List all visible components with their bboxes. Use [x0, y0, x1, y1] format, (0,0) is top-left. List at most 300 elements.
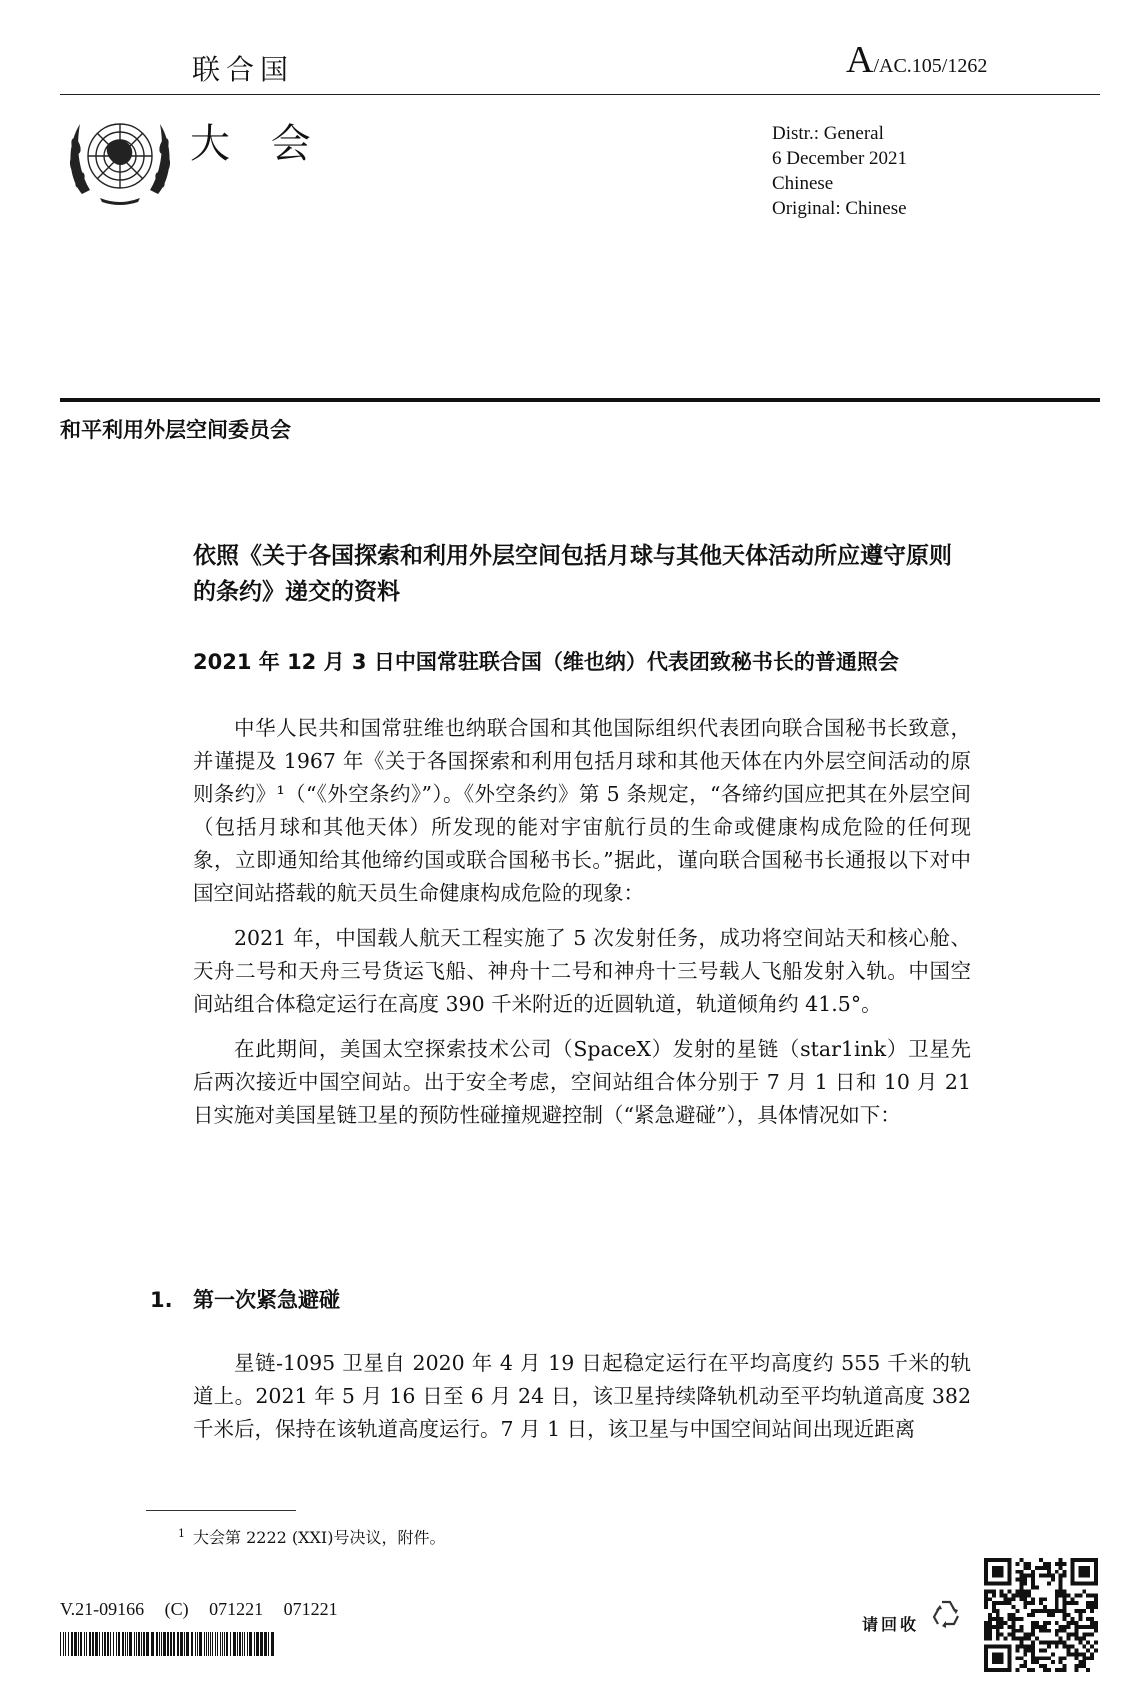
- qr-module: [984, 1597, 988, 1601]
- qr-module: [1078, 1637, 1082, 1641]
- qr-module: [1043, 1597, 1047, 1601]
- qr-module: [1090, 1656, 1094, 1660]
- qr-module: [1090, 1621, 1094, 1625]
- qr-module: [1067, 1648, 1071, 1652]
- qr-module: [996, 1660, 1000, 1664]
- qr-module: [1000, 1656, 1004, 1660]
- qr-module: [996, 1558, 1000, 1562]
- section-number: 1.: [150, 1288, 173, 1312]
- qr-module: [1012, 1597, 1016, 1601]
- barcode-bar: [208, 1632, 209, 1656]
- qr-module: [1063, 1593, 1067, 1597]
- barcode-bar: [116, 1632, 117, 1656]
- qr-module: [984, 1570, 988, 1574]
- qr-module: [988, 1637, 992, 1641]
- qr-module: [992, 1660, 996, 1664]
- barcode-bar: [129, 1632, 132, 1656]
- qr-module: [996, 1582, 1000, 1586]
- qr-module: [1023, 1582, 1027, 1586]
- qr-module: [1078, 1625, 1082, 1629]
- qr-module: [1070, 1558, 1074, 1562]
- qr-module: [1094, 1605, 1098, 1609]
- qr-module: [1015, 1593, 1019, 1597]
- barcode-bar: [230, 1632, 231, 1656]
- qr-module: [1090, 1617, 1094, 1621]
- qr-module: [1047, 1613, 1051, 1617]
- qr-module: [1012, 1633, 1016, 1637]
- qr-module: [1015, 1570, 1019, 1574]
- qr-module: [1059, 1656, 1063, 1660]
- qr-module: [1070, 1578, 1074, 1582]
- qr-module: [1015, 1644, 1019, 1648]
- qr-module: [1023, 1593, 1027, 1597]
- qr-module: [992, 1593, 996, 1597]
- qr-module: [1008, 1644, 1012, 1648]
- qr-module: [996, 1570, 1000, 1574]
- qr-module: [1051, 1578, 1055, 1582]
- qr-module: [1047, 1574, 1051, 1578]
- qr-module: [1074, 1656, 1078, 1660]
- qr-module: [984, 1656, 988, 1660]
- qr-module: [1074, 1629, 1078, 1633]
- header-rule: [60, 94, 1100, 95]
- qr-module: [1019, 1593, 1023, 1597]
- qr-module: [1082, 1652, 1086, 1656]
- qr-module: [1039, 1656, 1043, 1660]
- qr-module: [1094, 1570, 1098, 1574]
- qr-module: [1004, 1668, 1008, 1672]
- qr-module: [984, 1601, 988, 1605]
- qr-module: [1019, 1578, 1023, 1582]
- qr-module: [1008, 1648, 1012, 1652]
- qr-module: [1086, 1668, 1090, 1672]
- qr-module: [1023, 1566, 1027, 1570]
- qr-module: [1078, 1664, 1082, 1668]
- qr-module: [992, 1609, 996, 1613]
- qr-module: [992, 1582, 996, 1586]
- qr-module: [1008, 1625, 1012, 1629]
- qr-module: [1082, 1558, 1086, 1562]
- qr-module: [1039, 1641, 1043, 1645]
- barcode-bar: [138, 1632, 140, 1656]
- qr-module: [988, 1617, 992, 1621]
- qr-module: [1043, 1625, 1047, 1629]
- qr-module: [996, 1629, 1000, 1633]
- barcode-bar: [170, 1632, 172, 1656]
- qr-module: [1086, 1593, 1090, 1597]
- qr-module: [1008, 1617, 1012, 1621]
- qr-module: [988, 1613, 992, 1617]
- qr-module: [1074, 1648, 1078, 1652]
- qr-module: [1082, 1589, 1086, 1593]
- barcode-bar: [242, 1632, 243, 1656]
- barcode-bar: [146, 1632, 149, 1656]
- qr-module: [988, 1625, 992, 1629]
- qr-module: [1059, 1586, 1063, 1590]
- barcode-bar: [222, 1632, 223, 1656]
- qr-module: [1082, 1609, 1086, 1613]
- qr-module: [1000, 1574, 1004, 1578]
- qr-module: [1059, 1625, 1063, 1629]
- qr-module: [1031, 1625, 1035, 1629]
- qr-module: [1074, 1652, 1078, 1656]
- qr-module: [988, 1621, 992, 1625]
- qr-module: [1063, 1605, 1067, 1609]
- barcode-bar: [180, 1632, 183, 1656]
- qr-module: [1063, 1574, 1067, 1578]
- qr-module: [1043, 1621, 1047, 1625]
- qr-module: [1078, 1566, 1082, 1570]
- qr-module: [1082, 1574, 1086, 1578]
- qr-module: [1043, 1664, 1047, 1668]
- barcode-bar: [163, 1632, 166, 1656]
- qr-module: [1082, 1625, 1086, 1629]
- qr-module: [1059, 1558, 1063, 1562]
- qr-module: [992, 1574, 996, 1578]
- qr-module: [1039, 1609, 1043, 1613]
- organization-name: 联合国: [192, 53, 295, 86]
- qr-module: [1027, 1566, 1031, 1570]
- document-symbol-letter: A: [846, 39, 874, 81]
- qr-module: [1039, 1597, 1043, 1601]
- barcode-bar: [256, 1632, 259, 1656]
- barcode-bar: [239, 1632, 241, 1656]
- qr-module: [1074, 1593, 1078, 1597]
- qr-module: [1094, 1621, 1098, 1625]
- qr-module: [1070, 1644, 1074, 1648]
- recycle-label: 请回收: [862, 1615, 920, 1634]
- qr-module: [1055, 1633, 1059, 1637]
- barcode-bar: [204, 1632, 205, 1656]
- qr-module: [1059, 1574, 1063, 1578]
- qr-module: [1059, 1660, 1063, 1664]
- qr-module: [1015, 1648, 1019, 1652]
- qr-module: [992, 1566, 996, 1570]
- qr-module: [1078, 1574, 1082, 1578]
- qr-module: [1063, 1601, 1067, 1605]
- qr-module: [988, 1644, 992, 1648]
- qr-module: [1019, 1664, 1023, 1668]
- qr-module: [1012, 1617, 1016, 1621]
- qr-module: [1015, 1562, 1019, 1566]
- qr-module: [1078, 1593, 1082, 1597]
- qr-module: [1015, 1617, 1019, 1621]
- qr-module: [1086, 1566, 1090, 1570]
- qr-module: [1090, 1625, 1094, 1629]
- barcode-bar: [173, 1632, 175, 1656]
- document-symbol-rest: /AC.105/1262: [873, 55, 988, 77]
- qr-module: [1031, 1668, 1035, 1672]
- qr-module: [1055, 1621, 1059, 1625]
- qr-module: [1043, 1574, 1047, 1578]
- qr-module: [1059, 1582, 1063, 1586]
- barcode-bar: [197, 1632, 198, 1656]
- qr-module: [1090, 1593, 1094, 1597]
- qr-module: [1094, 1597, 1098, 1601]
- qr-module: [1004, 1582, 1008, 1586]
- qr-module: [992, 1558, 996, 1562]
- qr-module: [984, 1574, 988, 1578]
- qr-module: [1070, 1562, 1074, 1566]
- qr-module: [1063, 1656, 1067, 1660]
- qr-module: [984, 1648, 988, 1652]
- qr-module: [1023, 1648, 1027, 1652]
- qr-module: [1039, 1664, 1043, 1668]
- qr-module: [988, 1582, 992, 1586]
- section-heading: [150, 1284, 340, 1314]
- qr-module: [1086, 1617, 1090, 1621]
- barcode-bar: [113, 1632, 114, 1656]
- qr-module: [1000, 1660, 1004, 1664]
- qr-module: [1070, 1574, 1074, 1578]
- qr-module: [996, 1652, 1000, 1656]
- document-date: 6 December 2021: [772, 148, 908, 169]
- qr-module: [1094, 1648, 1098, 1652]
- date-code: 071221: [283, 1599, 338, 1619]
- qr-module: [1027, 1668, 1031, 1672]
- barcode-bar: [226, 1632, 228, 1656]
- qr-module: [988, 1597, 992, 1601]
- qr-module: [1086, 1574, 1090, 1578]
- qr-module: [1067, 1625, 1071, 1629]
- qr-module: [1027, 1633, 1031, 1637]
- qr-module: [988, 1633, 992, 1637]
- qr-module: [1094, 1566, 1098, 1570]
- document-language: Chinese: [772, 173, 834, 194]
- qr-module: [1004, 1593, 1008, 1597]
- qr-module: [1015, 1578, 1019, 1582]
- qr-module: [1008, 1582, 1012, 1586]
- barcode-bar: [86, 1632, 87, 1656]
- qr-module: [1059, 1637, 1063, 1641]
- qr-module: [1031, 1597, 1035, 1601]
- barcode-bar: [215, 1632, 216, 1656]
- paragraph: 星链-1095 卫星自 2020 年 4 月 19 日起稳定运行在平均高度约 555 千米的轨道上。2021 年 5 月 16 日至 6 月 24 日，该卫星持续降轨机动至平均轨道高度 382 千米后，保持在该轨道高度运行。7 月 1 日，该卫星与中国空间站间出现近距离: [193, 1351, 971, 1441]
- section-body: [193, 1347, 971, 1458]
- qr-module: [984, 1578, 988, 1582]
- qr-module: [1094, 1578, 1098, 1582]
- qr-code-icon: [984, 1558, 1098, 1672]
- qr-module: [1067, 1652, 1071, 1656]
- qr-module: [992, 1617, 996, 1621]
- footnote-rule: [146, 1510, 296, 1511]
- qr-module: [984, 1633, 988, 1637]
- barcode-bar: [212, 1632, 213, 1656]
- qr-module: [1067, 1613, 1071, 1617]
- qr-module: [1000, 1633, 1004, 1637]
- qr-module: [1031, 1582, 1035, 1586]
- qr-module: [1031, 1656, 1035, 1660]
- qr-module: [1000, 1566, 1004, 1570]
- qr-module: [1031, 1621, 1035, 1625]
- qr-module: [1074, 1633, 1078, 1637]
- qr-module: [1074, 1625, 1078, 1629]
- qr-module: [1094, 1629, 1098, 1633]
- barcode-bar: [151, 1632, 154, 1656]
- qr-module: [1070, 1597, 1074, 1601]
- qr-module: [1008, 1664, 1012, 1668]
- qr-module: [992, 1605, 996, 1609]
- qr-module: [1067, 1633, 1071, 1637]
- qr-module: [1019, 1637, 1023, 1641]
- qr-module: [984, 1582, 988, 1586]
- barcode-bar: [122, 1632, 124, 1656]
- qr-module: [984, 1605, 988, 1609]
- qr-module: [1070, 1652, 1074, 1656]
- barcode-bar: [127, 1632, 128, 1656]
- qr-module: [1008, 1601, 1012, 1605]
- qr-module: [1031, 1586, 1035, 1590]
- barcode-bar: [195, 1632, 196, 1656]
- qr-module: [1019, 1558, 1023, 1562]
- recycle-icon: [926, 1594, 966, 1634]
- qr-module: [992, 1652, 996, 1656]
- qr-module: [1031, 1633, 1035, 1637]
- qr-module: [1039, 1558, 1043, 1562]
- un-emblem-icon: [60, 106, 180, 210]
- qr-module: [1055, 1668, 1059, 1672]
- qr-module: [1063, 1629, 1067, 1633]
- qr-module: [1000, 1601, 1004, 1605]
- qr-module: [1019, 1629, 1023, 1633]
- qr-module: [992, 1570, 996, 1574]
- qr-module: [1070, 1582, 1074, 1586]
- qr-module: [984, 1621, 988, 1625]
- qr-module: [1012, 1637, 1016, 1641]
- qr-module: [1027, 1574, 1031, 1578]
- barcode-bar: [80, 1632, 82, 1656]
- qr-module: [1031, 1574, 1035, 1578]
- barcode-bar: [233, 1632, 236, 1656]
- qr-module: [1023, 1644, 1027, 1648]
- footnote-text: 大会第 2222 (XXI)号决议，附件。: [193, 1528, 446, 1547]
- qr-module: [992, 1589, 996, 1593]
- barcode-bar: [136, 1632, 137, 1656]
- qr-module: [992, 1656, 996, 1660]
- qr-module: [996, 1613, 1000, 1617]
- qr-module: [1000, 1644, 1004, 1648]
- qr-module: [1090, 1605, 1094, 1609]
- qr-module: [1019, 1582, 1023, 1586]
- barcode-bar: [156, 1632, 158, 1656]
- qr-module: [1094, 1593, 1098, 1597]
- qr-module: [1074, 1601, 1078, 1605]
- qr-module: [1063, 1644, 1067, 1648]
- qr-module: [1059, 1589, 1063, 1593]
- qr-module: [1008, 1668, 1012, 1672]
- qr-module: [1055, 1601, 1059, 1605]
- qr-module: [984, 1668, 988, 1672]
- qr-module: [1031, 1570, 1035, 1574]
- qr-module: [996, 1625, 1000, 1629]
- qr-module: [984, 1625, 988, 1629]
- qr-module: [1031, 1644, 1035, 1648]
- barcode-bar: [134, 1632, 135, 1656]
- barcode-bar: [254, 1632, 255, 1656]
- qr-module: [1055, 1597, 1059, 1601]
- barcode-bar: [63, 1632, 64, 1656]
- qr-module: [1023, 1597, 1027, 1601]
- qr-module: [1063, 1597, 1067, 1601]
- qr-module: [984, 1660, 988, 1664]
- qr-module: [1094, 1625, 1098, 1629]
- qr-module: [1055, 1609, 1059, 1613]
- qr-module: [1019, 1574, 1023, 1578]
- qr-module: [1055, 1593, 1059, 1597]
- qr-module: [1023, 1633, 1027, 1637]
- qr-module: [1031, 1601, 1035, 1605]
- qr-module: [1086, 1625, 1090, 1629]
- qr-module: [1078, 1641, 1082, 1645]
- qr-module: [1086, 1570, 1090, 1574]
- qr-module: [1015, 1629, 1019, 1633]
- qr-module: [1039, 1625, 1043, 1629]
- qr-module: [1055, 1629, 1059, 1633]
- qr-module: [1008, 1578, 1012, 1582]
- qr-module: [1055, 1644, 1059, 1648]
- barcode-bar: [237, 1632, 238, 1656]
- qr-module: [996, 1637, 1000, 1641]
- qr-module: [1074, 1664, 1078, 1668]
- qr-module: [1047, 1562, 1051, 1566]
- qr-module: [984, 1558, 988, 1562]
- qr-module: [1019, 1644, 1023, 1648]
- qr-module: [1023, 1601, 1027, 1605]
- qr-module: [992, 1601, 996, 1605]
- qr-module: [1004, 1558, 1008, 1562]
- qr-module: [1063, 1562, 1067, 1566]
- document-symbol: [846, 38, 987, 82]
- qr-module: [1082, 1660, 1086, 1664]
- qr-module: [1043, 1668, 1047, 1672]
- qr-module: [1086, 1558, 1090, 1562]
- qr-module: [1023, 1578, 1027, 1582]
- paragraph: 在此期间，美国太空探索技术公司（SpaceX）发射的星链（star1ink）卫星先后两次接近中国空间站。出于安全考虑，空间站组合体分别于 7 月 1 日和 10 月 21 日实施对美国星链卫星的预防性碰撞规避控制（“紧急避碰”），具体情况如下：: [193, 1037, 971, 1127]
- qr-module: [1008, 1633, 1012, 1637]
- barcode-bar: [68, 1632, 69, 1656]
- qr-module: [1086, 1582, 1090, 1586]
- qr-module: [1004, 1621, 1008, 1625]
- barcode-bar: [186, 1632, 189, 1656]
- qr-module: [1004, 1637, 1008, 1641]
- qr-module: [1055, 1605, 1059, 1609]
- qr-module: [1019, 1586, 1023, 1590]
- barcode-bar: [71, 1632, 73, 1656]
- qr-module: [1035, 1566, 1039, 1570]
- qr-module: [1008, 1562, 1012, 1566]
- qr-module: [1059, 1578, 1063, 1582]
- qr-module: [1027, 1593, 1031, 1597]
- qr-module: [1000, 1582, 1004, 1586]
- qr-module: [1063, 1668, 1067, 1672]
- qr-module: [1063, 1570, 1067, 1574]
- qr-module: [984, 1664, 988, 1668]
- qr-module: [1039, 1601, 1043, 1605]
- qr-module: [1047, 1641, 1051, 1645]
- qr-module: [992, 1668, 996, 1672]
- qr-module: [1012, 1613, 1016, 1617]
- qr-module: [1023, 1660, 1027, 1664]
- qr-module: [996, 1656, 1000, 1660]
- qr-module: [1074, 1637, 1078, 1641]
- qr-module: [1035, 1609, 1039, 1613]
- qr-module: [984, 1652, 988, 1656]
- qr-module: [1008, 1570, 1012, 1574]
- barcode-bar: [159, 1632, 160, 1656]
- qr-module: [1043, 1641, 1047, 1645]
- qr-module: [1086, 1605, 1090, 1609]
- barcode-bar: [247, 1632, 248, 1656]
